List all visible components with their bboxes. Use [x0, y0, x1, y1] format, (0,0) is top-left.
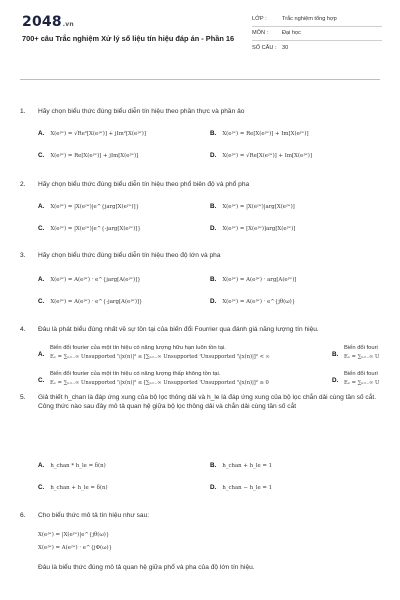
option-statement: Biến đổi fourier của một tín hiệu có năng lượng hữu hạn luôn tồn tại.: [50, 345, 226, 351]
option-3c[interactable]: [38, 298, 142, 305]
option-2d[interactable]: [210, 225, 295, 232]
option-formula: X(eʲʷ) = A(eʲʷ) · e^{jθ(ω)}: [222, 299, 296, 305]
question-text: Hãy chọn biểu thức đúng biểu diễn tín hiệu theo độ lớn và pha: [38, 252, 221, 259]
header-divider: [20, 79, 380, 80]
option-4c[interactable]: [38, 370, 338, 390]
statement-formula: X(eʲʷ) = A(eʲʷ) · e^{jΦ(ω)}: [38, 545, 113, 551]
option-letter: C.: [38, 152, 45, 159]
option-2a[interactable]: [38, 203, 139, 210]
meta-count-value: 30: [282, 45, 289, 51]
option-letter: B.: [332, 351, 339, 358]
question-number: 6.: [20, 512, 26, 519]
option-letter: C.: [38, 377, 45, 384]
meta-class-value: Trắc nghiệm tổng hợp: [282, 16, 337, 22]
option-formula: Eₓ = ∑ₙ₌₋∞ U: [344, 379, 380, 386]
brand-suffix: .vn: [62, 21, 74, 28]
option-2b[interactable]: [210, 203, 295, 210]
question-text: Hãy chọn biểu thức đúng biểu diễn tín hiệu theo phần thực và phần ảo: [38, 108, 245, 115]
meta-divider: [252, 40, 382, 41]
option-letter: C.: [38, 298, 45, 305]
option-formula: X(eʲʷ) = √Re²[X(eʲʷ)] + jIm²[X(eʲʷ)]: [50, 131, 146, 137]
option-formula: X(eʲʷ) = A(eʲʷ) · e^{jarg[A(eʲʷ)]}: [50, 277, 141, 283]
option-3a[interactable]: [38, 276, 141, 283]
question-number: 2.: [20, 181, 26, 188]
option-1b[interactable]: [210, 130, 309, 137]
option-5d[interactable]: [210, 484, 272, 491]
option-formula: Eₓ = ∑ₙ₌₋∞ Unsupported '\|x(n)|² ≤ [∑ₙ₌₋∞ Unsupported 'Unsupported '\|x(n)|]² ≥ 0: [50, 379, 269, 386]
option-4a[interactable]: [38, 344, 338, 364]
brand-name: 2048: [22, 14, 62, 30]
option-5c[interactable]: [38, 484, 108, 491]
option-1c[interactable]: [38, 152, 138, 159]
option-2c[interactable]: [38, 225, 141, 232]
option-formula: h_chan + h_le = 1: [222, 463, 273, 469]
option-formula: X(eʲʷ) = √Re[X(eʲʷ)] + Im[X(eʲʷ)]: [222, 153, 312, 159]
option-formula: X(eʲʷ) = |X(eʲʷ)|e^{-jarg[X(eʲʷ)]}: [50, 226, 141, 232]
meta-divider: [252, 26, 382, 27]
question-2: [20, 181, 380, 193]
meta-count-key: SỐ CÂU :: [252, 45, 277, 51]
option-formula: h_chan * h_le = δ(n): [50, 463, 106, 469]
option-formula: X(eʲʷ) = |X(eʲʷ)|arg[X(eʲʷ)]: [222, 204, 295, 210]
question-text: Đâu là phát biểu đúng nhất về sự tồn tại của biến đổi Fourrier qua đánh giá năng lượng tín hiệu.: [38, 326, 319, 333]
option-formula: X(eʲʷ) = Re[X(eʲʷ)] + Im[X(eʲʷ)]: [222, 131, 309, 137]
option-statement: Biến đổi fourier của một tín hiệu có năng lượng thấp không tồn tại.: [50, 371, 221, 377]
option-letter: D.: [210, 298, 217, 305]
option-letter: C.: [38, 484, 45, 491]
statement-formula: X(eʲʷ) = |X(eʲʷ)|e^{jθ(ω)}: [38, 532, 110, 538]
option-formula: Eₓ = ∑ₙ₌₋∞ U: [344, 353, 380, 360]
option-letter: B.: [210, 130, 217, 137]
option-5b[interactable]: [210, 462, 272, 469]
question-prompt: Đâu là biểu thức đúng mô tả quan hệ giữa phổ và pha của độ lớn tín hiệu.: [38, 564, 255, 571]
question-5: [20, 394, 380, 430]
question-4: [20, 326, 380, 338]
option-1a[interactable]: [38, 130, 146, 137]
option-5a[interactable]: [38, 462, 106, 469]
option-formula: X(eʲʷ) = A(eʲʷ) · e^{-jarg[A(eʲʷ)]}: [50, 299, 143, 305]
document-title: 700+ câu Trắc nghiệm Xử lý số liệu tín hiệu đáp án - Phần 16: [22, 34, 235, 43]
option-formula: X(eʲʷ) = [X(eʲʷ)]arg[X(eʲʷ)]: [222, 226, 296, 232]
option-statement: Biến đổi fouri: [344, 371, 378, 377]
meta-subject-value: Đại học: [282, 30, 301, 36]
option-letter: D.: [210, 225, 217, 232]
option-letter: B.: [210, 276, 217, 283]
option-letter: C.: [38, 225, 45, 232]
site-logo[interactable]: [22, 14, 74, 30]
question-text: Giả thiết h_chan là đáp ứng xung của bộ lọc thông dải và h_le là đáp ứng xung của bộ lọc chắn dải cùng tần số cắt. Công thức nào sau đây mô tả quan hệ giữa bộ lọc thông dải và chắn dải cùng tần số cắt: [38, 394, 377, 410]
option-letter: A.: [38, 462, 45, 469]
question-number: 3.: [20, 252, 26, 259]
option-letter: A.: [38, 276, 45, 283]
question-number: 4.: [20, 326, 26, 333]
option-formula: h_chan − h_le = 1: [222, 485, 273, 491]
question-number: 1.: [20, 108, 26, 115]
question-text: Cho biểu thức mô tả tín hiệu như sau:: [38, 512, 150, 519]
option-formula: X(eʲʷ) = A(eʲʷ) · arg[A(eʲʷ)]: [222, 277, 297, 283]
meta-subject-key: MÔN :: [252, 30, 269, 36]
option-3d[interactable]: [210, 298, 295, 305]
question-text: Hãy chọn biểu thức đúng biểu diễn tín hiệu theo phổ biên độ và phổ pha: [38, 181, 250, 188]
option-3b[interactable]: [210, 276, 296, 283]
option-letter: D.: [210, 484, 217, 491]
question-1: [20, 108, 380, 148]
option-formula: Eₓ = ∑ₙ₌₋∞ Unsupported '\|x(n)|² ≤ [∑ₙ₌₋∞ Unsupported 'Unsupported '\|x(n)|]² < ∞: [50, 353, 270, 360]
option-formula: X(eʲʷ) = |X(eʲʷ)|e^{jarg[X(eʲʷ)]}: [50, 204, 140, 210]
option-formula: h_chan + h_le = δ(n): [50, 485, 108, 491]
option-letter: D.: [332, 377, 339, 384]
question-number: 5.: [20, 394, 26, 401]
option-letter: B.: [210, 462, 217, 469]
option-letter: B.: [210, 203, 217, 210]
meta-class-key: LỚP :: [252, 16, 267, 22]
option-letter: A.: [38, 130, 45, 137]
option-statement: Biến đổi fouri: [344, 345, 378, 351]
option-letter: A.: [38, 351, 45, 358]
option-letter: A.: [38, 203, 45, 210]
question-3: [20, 252, 380, 264]
option-4d[interactable]: [332, 370, 380, 390]
option-formula: X(eʲʷ) = Re[X(eʲʷ)] + jIm[X(eʲʷ)]: [50, 153, 139, 159]
option-1d[interactable]: [210, 152, 312, 159]
option-letter: D.: [210, 152, 217, 159]
option-4b[interactable]: [332, 344, 380, 364]
question-6: [20, 512, 380, 592]
